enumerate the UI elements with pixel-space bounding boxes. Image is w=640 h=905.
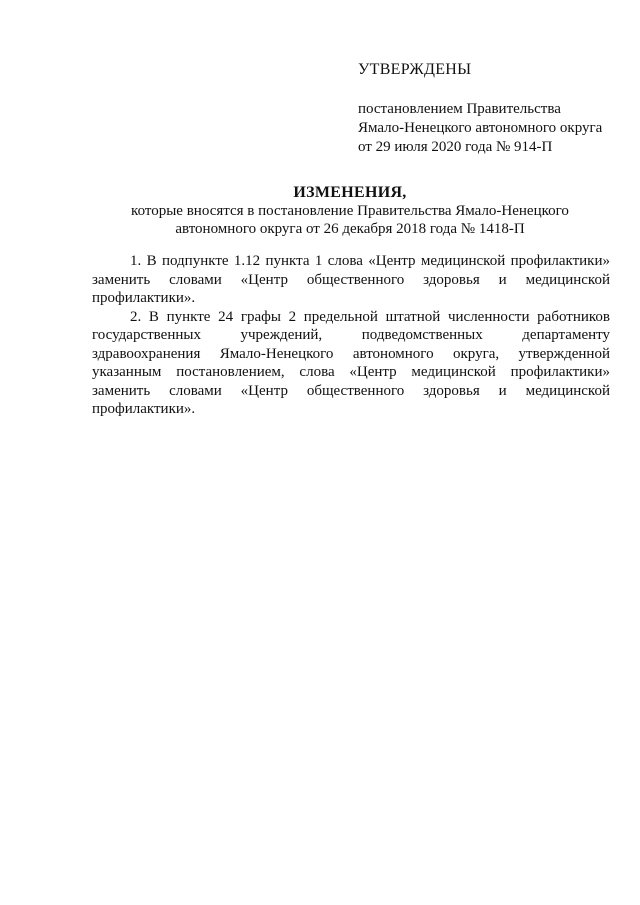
heading-subtitle-line-2: автономного округа от 26 декабря 2018 года № 1418-П <box>175 221 525 237</box>
document-body <box>92 252 610 419</box>
heading-title: ИЗМЕНЕНИЯ, <box>293 184 407 201</box>
approval-line-3: от 29 июля 2020 года № 914-П <box>358 139 553 155</box>
approval-line-2: Ямало-Ненецкого автономного округа <box>358 120 603 136</box>
heading-subtitle-line-1: которые вносятся в постановление Правительства Ямало-Ненецкого <box>131 203 569 219</box>
approval-block <box>358 60 618 157</box>
approval-line-1: постановлением Правительства <box>358 101 561 117</box>
document-heading <box>60 183 640 238</box>
paragraph-2: 2. В пункте 24 графы 2 предельной штатной численности работников государственных учреждений, подведомственных департаменту здравоохранения Ямало-Ненецкого автономного округа, утвержденной указанным постановлением, слова «Центр медицинской профилактики» заменить словами «Центр общественного здоровья и медицинской профилактики». <box>92 308 610 417</box>
approval-title: УТВЕРЖДЕНЫ <box>358 61 472 78</box>
paragraph-1: 1. В подпункте 1.12 пункта 1 слова «Центр медицинской профилактики» заменить словами «Центр общественного здоровья и медицинской профилактики». <box>92 253 610 306</box>
